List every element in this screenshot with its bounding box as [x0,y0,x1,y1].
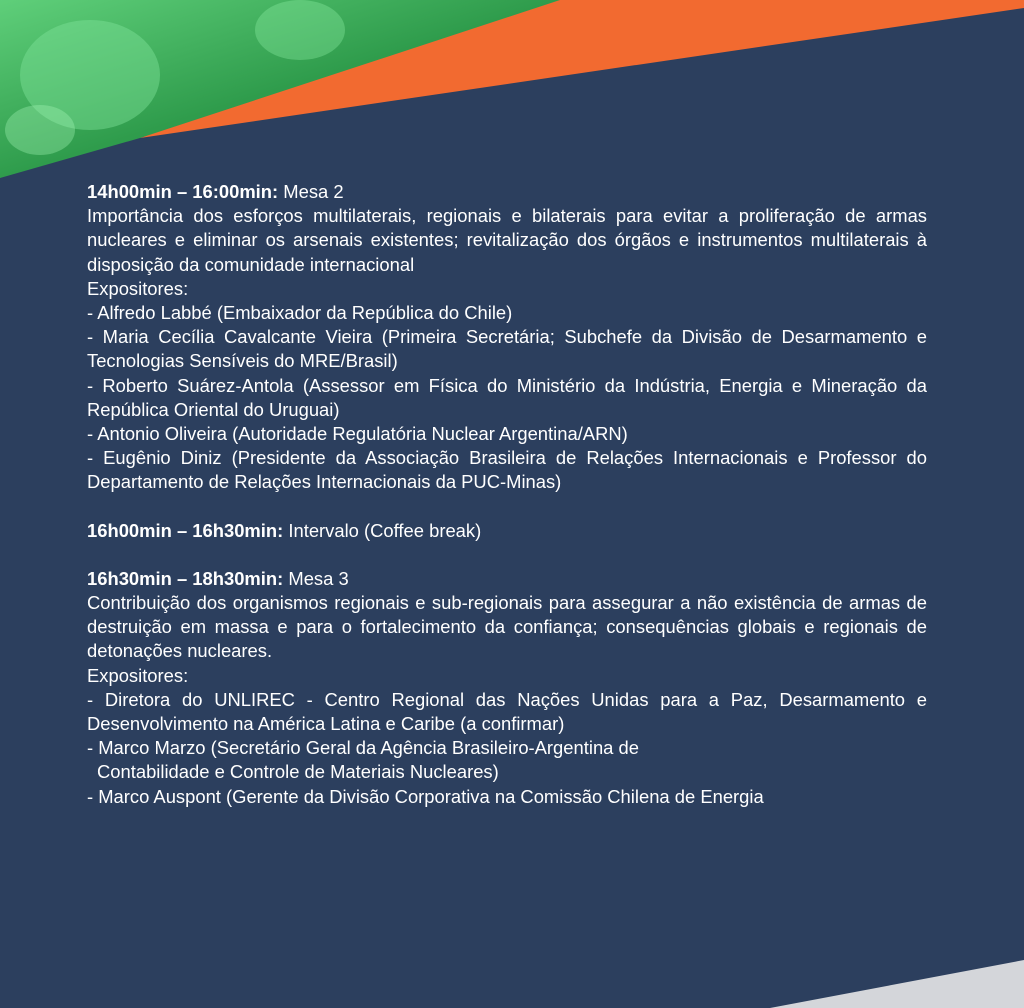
expositor-item: - Marco Marzo (Secretário Geral da Agência Brasileiro-Argentina de [87,737,639,759]
expositor-item: - Alfredo Labbé (Embaixador da República do Chile) [87,302,513,324]
session-intervalo [87,519,927,543]
program-content [87,180,927,809]
expositor-item-continued: Contabilidade e Controle de Materiais Nucleares) [97,761,499,783]
session-heading [87,180,927,204]
session-description: Contribuição dos organismos regionais e sub-regionais para assegurar a não existência de armas de destruição em massa e para o fortalecimento da confiança; consequências globais e regionais de detonações nucleares. [87,592,927,662]
expositor-item: - Marco Auspont (Gerente da Divisão Corporativa na Comissão Chilena de Energia [87,785,764,807]
session-time: 16h30min – 18h30min: [87,567,284,589]
session-title: Mesa 2 [278,181,344,202]
expositores-label: Expositores: [87,277,189,299]
session-mesa-2 [87,180,927,495]
session-heading [87,567,927,591]
spacer [87,543,927,567]
spacer [87,495,927,519]
expositor-item: - Antonio Oliveira (Autoridade Regulatória Nuclear Argentina/ARN) [87,423,628,445]
expositor-item: - Maria Cecília Cavalcante Vieira (Primeira Secretária; Subchefe da Divisão de Desarmamento e Tecnologias Sensíveis do MRE/Brasil) [87,326,927,372]
session-title: Intervalo (Coffee break) [283,519,482,541]
session-time: 16h00min – 16h30min: [87,519,284,541]
session-title: Mesa 3 [283,567,349,589]
expositores-label: Expositores: [87,664,189,686]
session-heading [87,519,927,543]
session-description: Importância dos esforços multilaterais, regionais e bilaterais para evitar a proliferação de armas nucleares e eliminar os arsenais existentes; revitalização dos órgãos e instrumentos multilaterais à disposição da comunidade internacional [87,205,927,275]
session-time: 14h00min – 16:00min: [87,181,279,202]
hand-shape-3 [5,105,75,155]
expositor-item: - Diretora do UNLIREC - Centro Regional das Nações Unidas para a Paz, Desarmamento e Desenvolvimento na América Latina e Caribe (a confirmar) [87,688,927,735]
session-mesa-3 [87,567,927,809]
expositor-item: - Roberto Suárez-Antola (Assessor em Física do Ministério da Indústria, Energia e Mineração da República Oriental do Uruguai) [87,374,927,420]
hand-shape-2 [255,0,345,60]
bottom-grey-wedge [770,960,1024,1008]
expositor-item: - Eugênio Diniz (Presidente da Associação Brasileira de Relações Internacionais e Professor do Departamento de Relações Internacionais da PUC-Minas) [87,447,927,493]
